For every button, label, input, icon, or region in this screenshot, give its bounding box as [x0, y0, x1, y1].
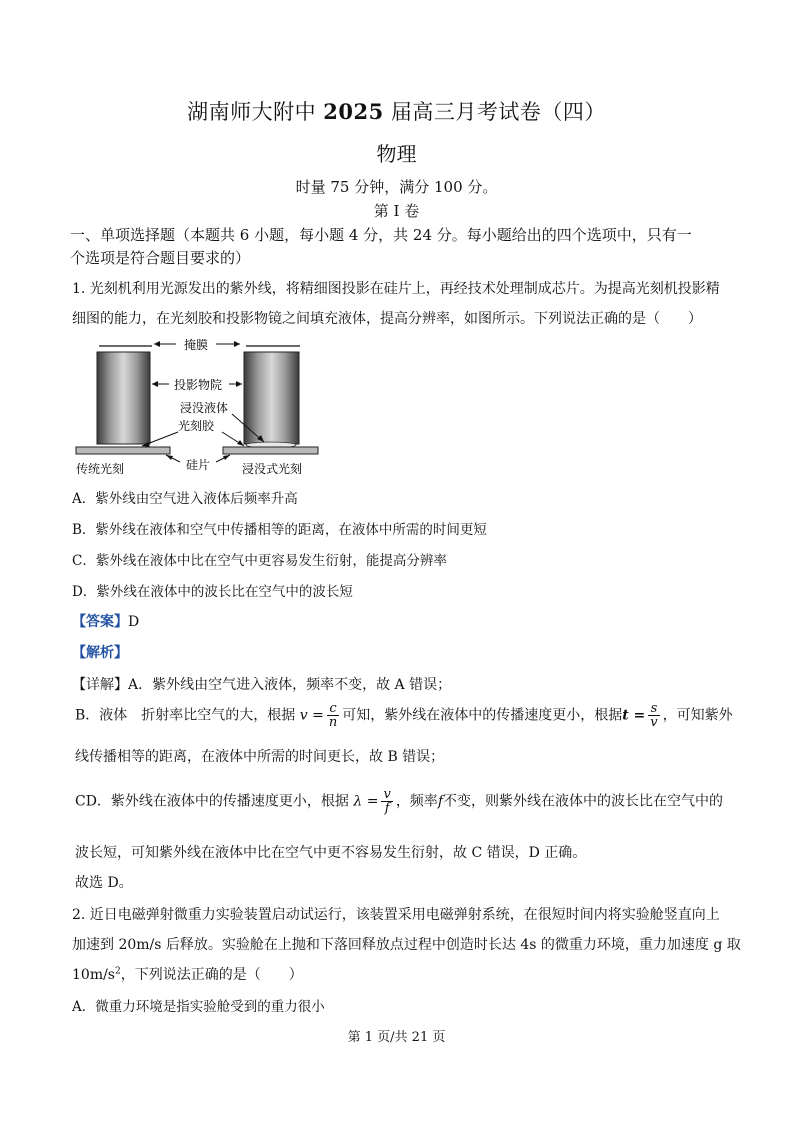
formula-t-lhs: t =: [622, 707, 646, 724]
wafer-label: 硅片: [185, 458, 211, 472]
q2-option-a: A．微重力环境是指实验舱受到的重力很小: [72, 999, 325, 1015]
mask-label: 掩膜: [183, 338, 209, 352]
resist-label: 光刻胶: [178, 419, 215, 433]
q1-detail-cd-line2: 波长短，可知紫外线在液体中比在空气中更不容易发生衍射，故 C 错误，D 正确。: [75, 845, 587, 861]
formula-v-lhs: v =: [299, 707, 324, 724]
q1-conclusion: 故选 D。: [75, 875, 133, 891]
answer-tag: 【答案】: [72, 614, 128, 630]
immersion-wafer: [223, 447, 318, 454]
formula-v-over-f: $\frac{v}{f}$: [383, 787, 391, 816]
q1-detail-a: 【详解】A．紫外线由空气进入液体，频率不变，故 A 错误；: [72, 677, 452, 693]
q1-detail-cd-line1: CD．紫外线在液体中的传播速度更小，根据 λ = $\frac{v}{f}$ ，频率f不变，则紫外线在液体中的波长比在空气中的: [75, 787, 723, 816]
q1-detail-b-line2: 线传播相等的距离，在液体中所需的时间更长，故 B 错误；: [75, 749, 445, 765]
section-heading-line1: 一、单项选择题（本题共 6 小题，每小题 4 分，共 24 分。每小题给出的四个选项中，只有一: [70, 226, 692, 244]
formula-s-over-v: $\frac{s}{v}$: [650, 701, 658, 730]
detail-tag: 【详解】: [72, 677, 128, 693]
time-info: 时量 75 分钟，满分 100 分。: [295, 178, 498, 196]
immersion-lens: [244, 352, 299, 444]
lithography-figure: [72, 338, 332, 480]
traditional-wafer: [76, 447, 170, 454]
q1-option-b: B．紫外线在液体和空气中传播相等的距离，在液体中所需的时间更短: [72, 522, 487, 538]
q1-analysis-tag: 【解析】: [72, 645, 128, 661]
q1-option-c: C．紫外线在液体中比在空气中更容易发生衍射，能提高分辨率: [72, 553, 447, 569]
q1-stem-line1: 1. 光刻机利用光源发出的紫外线，将精细图投影在硅片上，再经技术处理制成芯片。为提高光刻机投影精: [72, 281, 720, 297]
volume-label: 第 I 卷: [373, 202, 420, 220]
traditional-label: 传统光刻: [76, 462, 125, 476]
q1-answer: [72, 611, 139, 631]
q1-option-d: D．紫外线在液体中的波长比在空气中的波长短: [72, 584, 353, 600]
q2-stem-line1: 2. 近日电磁弹射微重力实验装置启动试运行，该装置采用电磁弹射系统，在很短时间内将实验舱竖直向上: [72, 907, 720, 923]
traditional-lens: [97, 352, 150, 444]
q2-stem-line2: 加速到 20m/s 后释放。实验舱在上抛和下落回释放点过程中创造时长达 4s 的微重力环境，重力加速度 g 取: [72, 937, 741, 953]
exam-title: 湖南师大附中 2025 届高三月考试卷（四）: [187, 99, 606, 124]
formula-lambda-lhs: λ =: [353, 793, 379, 810]
section-heading-line2: 个选项是符合题目要求的）: [70, 249, 251, 267]
q1-detail-b-line1: B．液体 折射率比空气的大，根据 v = $\frac{c}{n}$ 可知，紫外线在液体中的传播速度更小，根据t = $\frac{s}{v}$ ，可知紫外: [75, 701, 733, 730]
formula-c-over-n: $\frac{c}{n}$: [328, 701, 338, 730]
immersion-label: 浸没式光刻: [242, 462, 303, 476]
page-footer: 第 1 页/共 21 页: [347, 1030, 446, 1045]
q2-stem-line3: $10m/s^2$，下列说法正确的是（ ）: [72, 966, 303, 983]
subject-title: 物理: [376, 142, 417, 166]
liquid-label: 浸没液体: [180, 401, 229, 415]
answer-value: D: [128, 614, 140, 630]
lens-label: 投影物院: [173, 378, 223, 392]
q1-option-a: A．紫外线由空气进入液体后频率升高: [72, 491, 298, 507]
q1-stem-line2: 细图的能力，在光刻胶和投影物镜之间填充液体，提高分辨率，如图所示。下列说法正确的是（ ）: [72, 311, 702, 327]
